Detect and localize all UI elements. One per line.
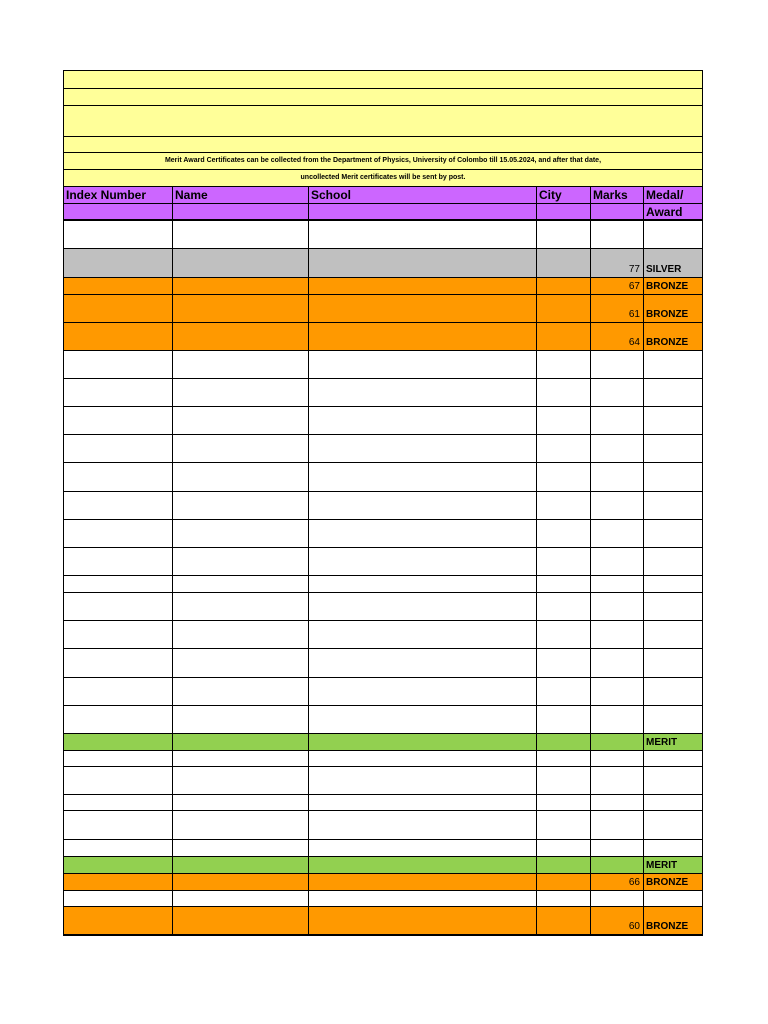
- cell-school: [309, 751, 537, 766]
- award-value: BRONZE: [646, 877, 689, 888]
- table-row: [63, 706, 703, 734]
- cell-city: [537, 811, 591, 839]
- cell-index-number: [64, 891, 173, 906]
- cell-marks: [591, 767, 644, 794]
- table-row: [63, 840, 703, 857]
- marks-value: 60: [628, 921, 640, 932]
- cell-name: [173, 840, 309, 856]
- cell-school: [309, 351, 537, 378]
- cell-marks: [591, 351, 644, 378]
- marks-value: 67: [628, 281, 640, 292]
- cell-city: [537, 751, 591, 766]
- cell-city: [537, 463, 591, 491]
- banner-row: [63, 137, 703, 153]
- cell-name: [173, 323, 309, 350]
- cell-school: [309, 593, 537, 620]
- table-row: [63, 351, 703, 379]
- cell-school: [309, 548, 537, 575]
- cell-school: [309, 767, 537, 794]
- cell-city: [537, 379, 591, 406]
- cell-city: [537, 520, 591, 547]
- cell-school: [309, 734, 537, 750]
- header-city: City: [537, 187, 591, 219]
- cell-school: [309, 840, 537, 856]
- cell-city: [537, 621, 591, 648]
- table-row: [63, 435, 703, 463]
- cell-index-number: [64, 323, 173, 350]
- cell-name: [173, 706, 309, 733]
- cell-index-number: [64, 435, 173, 462]
- cell-award: [644, 379, 703, 406]
- cell-name: [173, 407, 309, 434]
- cell-city: [537, 407, 591, 434]
- marks-value: 61: [628, 309, 640, 320]
- cell-marks: [591, 379, 644, 406]
- award-value: BRONZE: [646, 337, 689, 348]
- header-medal-label: Medal/: [646, 188, 684, 202]
- table-row: [63, 795, 703, 811]
- cell-name: [173, 351, 309, 378]
- cell-name: [173, 492, 309, 519]
- cell-name: [173, 221, 309, 248]
- cell-marks: [591, 621, 644, 648]
- cell-award: [644, 857, 703, 873]
- cell-index-number: [64, 249, 173, 277]
- award-value: MERIT: [646, 860, 678, 871]
- table-row: [63, 857, 703, 874]
- cell-name: [173, 857, 309, 873]
- cell-name: [173, 734, 309, 750]
- table-row: [63, 576, 703, 593]
- table-row: [63, 278, 703, 295]
- cell-marks: [591, 463, 644, 491]
- cell-school: [309, 795, 537, 810]
- table-row: [63, 734, 703, 751]
- cell-school: [309, 649, 537, 677]
- cell-award: [644, 249, 703, 277]
- cell-index-number: [64, 734, 173, 750]
- cell-marks: [591, 323, 644, 350]
- column-header: [63, 187, 703, 220]
- cell-school: [309, 407, 537, 434]
- cell-index-number: [64, 463, 173, 491]
- cell-name: [173, 295, 309, 322]
- cell-name: [173, 678, 309, 705]
- cell-name: [173, 649, 309, 677]
- cell-award: [644, 811, 703, 839]
- table-row: [63, 649, 703, 678]
- cell-city: [537, 649, 591, 677]
- cell-award: [644, 295, 703, 322]
- cell-award: [644, 278, 703, 294]
- cell-award: [644, 621, 703, 648]
- marks-value: 66: [628, 877, 640, 888]
- award-value: BRONZE: [646, 309, 689, 320]
- cell-school: [309, 678, 537, 705]
- cell-marks: [591, 576, 644, 592]
- cell-award: [644, 548, 703, 575]
- cell-name: [173, 767, 309, 794]
- cell-marks: [591, 840, 644, 856]
- header-medal-award: [644, 187, 703, 219]
- table-row: [63, 407, 703, 435]
- cell-index-number: [64, 751, 173, 766]
- cell-marks: [591, 891, 644, 906]
- cell-city: [537, 548, 591, 575]
- cell-name: [173, 751, 309, 766]
- table-row: [63, 548, 703, 576]
- cell-index-number: [64, 548, 173, 575]
- cell-index-number: [64, 907, 173, 934]
- cell-city: [537, 678, 591, 705]
- table-row: [63, 379, 703, 407]
- table-row: [63, 751, 703, 767]
- cell-city: [537, 323, 591, 350]
- cell-marks: [591, 295, 644, 322]
- table-row: [63, 220, 703, 249]
- cell-marks: [591, 649, 644, 677]
- cell-award: [644, 323, 703, 350]
- table-row: [63, 811, 703, 840]
- table-row: [63, 678, 703, 706]
- table-row: [63, 767, 703, 795]
- results-table: [63, 220, 703, 936]
- cell-name: [173, 576, 309, 592]
- header-school: School: [309, 187, 537, 219]
- notice-line-2: uncollected Merit certificates will be sent by post.: [63, 170, 703, 187]
- header-index-number: Index Number: [64, 187, 173, 219]
- cell-city: [537, 435, 591, 462]
- cell-school: [309, 907, 537, 934]
- cell-award: [644, 751, 703, 766]
- cell-index-number: [64, 678, 173, 705]
- cell-marks: [591, 751, 644, 766]
- cell-index-number: [64, 649, 173, 677]
- cell-school: [309, 874, 537, 890]
- table-row: [63, 463, 703, 492]
- cell-city: [537, 706, 591, 733]
- cell-award: [644, 907, 703, 934]
- cell-index-number: [64, 278, 173, 294]
- cell-index-number: [64, 593, 173, 620]
- cell-name: [173, 593, 309, 620]
- table-row: [63, 621, 703, 649]
- cell-city: [537, 278, 591, 294]
- cell-school: [309, 706, 537, 733]
- cell-award: [644, 767, 703, 794]
- cell-city: [537, 221, 591, 248]
- cell-index-number: [64, 767, 173, 794]
- cell-index-number: [64, 811, 173, 839]
- cell-name: [173, 907, 309, 934]
- cell-index-number: [64, 874, 173, 890]
- cell-school: [309, 576, 537, 592]
- banner-row: [63, 106, 703, 137]
- header-name: Name: [173, 187, 309, 219]
- cell-school: [309, 520, 537, 547]
- cell-index-number: [64, 379, 173, 406]
- table-row: [63, 907, 703, 936]
- table-row: [63, 323, 703, 351]
- cell-marks: [591, 548, 644, 575]
- cell-city: [537, 891, 591, 906]
- cell-marks: [591, 874, 644, 890]
- cell-marks: [591, 278, 644, 294]
- cell-name: [173, 811, 309, 839]
- cell-city: [537, 593, 591, 620]
- cell-name: [173, 435, 309, 462]
- cell-city: [537, 351, 591, 378]
- cell-award: [644, 520, 703, 547]
- table-row: [63, 874, 703, 891]
- cell-name: [173, 795, 309, 810]
- table-row: [63, 249, 703, 278]
- cell-school: [309, 891, 537, 906]
- cell-award: [644, 649, 703, 677]
- cell-name: [173, 520, 309, 547]
- cell-marks: [591, 734, 644, 750]
- cell-name: [173, 249, 309, 277]
- banner-row: [63, 89, 703, 106]
- cell-marks: [591, 435, 644, 462]
- cell-marks: [591, 492, 644, 519]
- notice-line-1: Merit Award Certificates can be collected from the Department of Physics, University of Colombo till 15.05.2024, and after that date,: [63, 153, 703, 170]
- cell-index-number: [64, 840, 173, 856]
- cell-name: [173, 278, 309, 294]
- cell-index-number: [64, 795, 173, 810]
- cell-award: [644, 492, 703, 519]
- cell-marks: [591, 678, 644, 705]
- cell-school: [309, 379, 537, 406]
- banner-row: [63, 70, 703, 89]
- cell-school: [309, 811, 537, 839]
- cell-name: [173, 548, 309, 575]
- cell-city: [537, 857, 591, 873]
- cell-school: [309, 621, 537, 648]
- cell-school: [309, 221, 537, 248]
- cell-city: [537, 840, 591, 856]
- cell-marks: [591, 857, 644, 873]
- cell-school: [309, 323, 537, 350]
- cell-award: [644, 891, 703, 906]
- cell-award: [644, 840, 703, 856]
- cell-index-number: [64, 576, 173, 592]
- cell-award: [644, 593, 703, 620]
- table-row: [63, 295, 703, 323]
- cell-marks: [591, 221, 644, 248]
- cell-index-number: [64, 520, 173, 547]
- cell-marks: [591, 249, 644, 277]
- cell-index-number: [64, 295, 173, 322]
- cell-award: [644, 407, 703, 434]
- cell-marks: [591, 593, 644, 620]
- cell-school: [309, 435, 537, 462]
- cell-award: [644, 678, 703, 705]
- cell-city: [537, 492, 591, 519]
- cell-city: [537, 249, 591, 277]
- cell-index-number: [64, 351, 173, 378]
- table-row: [63, 520, 703, 548]
- cell-award: [644, 874, 703, 890]
- header-marks: Marks: [591, 187, 644, 219]
- cell-marks: [591, 706, 644, 733]
- cell-marks: [591, 907, 644, 934]
- cell-award: [644, 463, 703, 491]
- spreadsheet: [63, 70, 703, 936]
- cell-marks: [591, 811, 644, 839]
- cell-school: [309, 492, 537, 519]
- cell-marks: [591, 795, 644, 810]
- cell-school: [309, 295, 537, 322]
- cell-award: [644, 221, 703, 248]
- cell-city: [537, 907, 591, 934]
- cell-award: [644, 706, 703, 733]
- award-value: MERIT: [646, 737, 678, 748]
- cell-award: [644, 734, 703, 750]
- cell-school: [309, 278, 537, 294]
- cell-city: [537, 767, 591, 794]
- cell-award: [644, 576, 703, 592]
- cell-index-number: [64, 857, 173, 873]
- cell-school: [309, 857, 537, 873]
- cell-marks: [591, 407, 644, 434]
- cell-name: [173, 874, 309, 890]
- cell-name: [173, 621, 309, 648]
- cell-award: [644, 351, 703, 378]
- award-value: BRONZE: [646, 281, 689, 292]
- cell-city: [537, 734, 591, 750]
- cell-index-number: [64, 407, 173, 434]
- cell-index-number: [64, 492, 173, 519]
- cell-city: [537, 576, 591, 592]
- cell-marks: [591, 520, 644, 547]
- cell-city: [537, 795, 591, 810]
- title-banner: [63, 70, 703, 187]
- award-value: BRONZE: [646, 921, 689, 932]
- header-award-label: Award: [646, 205, 683, 219]
- cell-award: [644, 795, 703, 810]
- award-value: SILVER: [646, 264, 682, 275]
- cell-award: [644, 435, 703, 462]
- cell-index-number: [64, 221, 173, 248]
- cell-name: [173, 463, 309, 491]
- marks-value: 77: [628, 264, 640, 275]
- cell-school: [309, 463, 537, 491]
- cell-city: [537, 295, 591, 322]
- table-row: [63, 891, 703, 907]
- table-row: [63, 492, 703, 520]
- cell-city: [537, 874, 591, 890]
- cell-index-number: [64, 621, 173, 648]
- cell-school: [309, 249, 537, 277]
- cell-index-number: [64, 706, 173, 733]
- marks-value: 64: [628, 337, 640, 348]
- table-row: [63, 593, 703, 621]
- cell-name: [173, 891, 309, 906]
- cell-name: [173, 379, 309, 406]
